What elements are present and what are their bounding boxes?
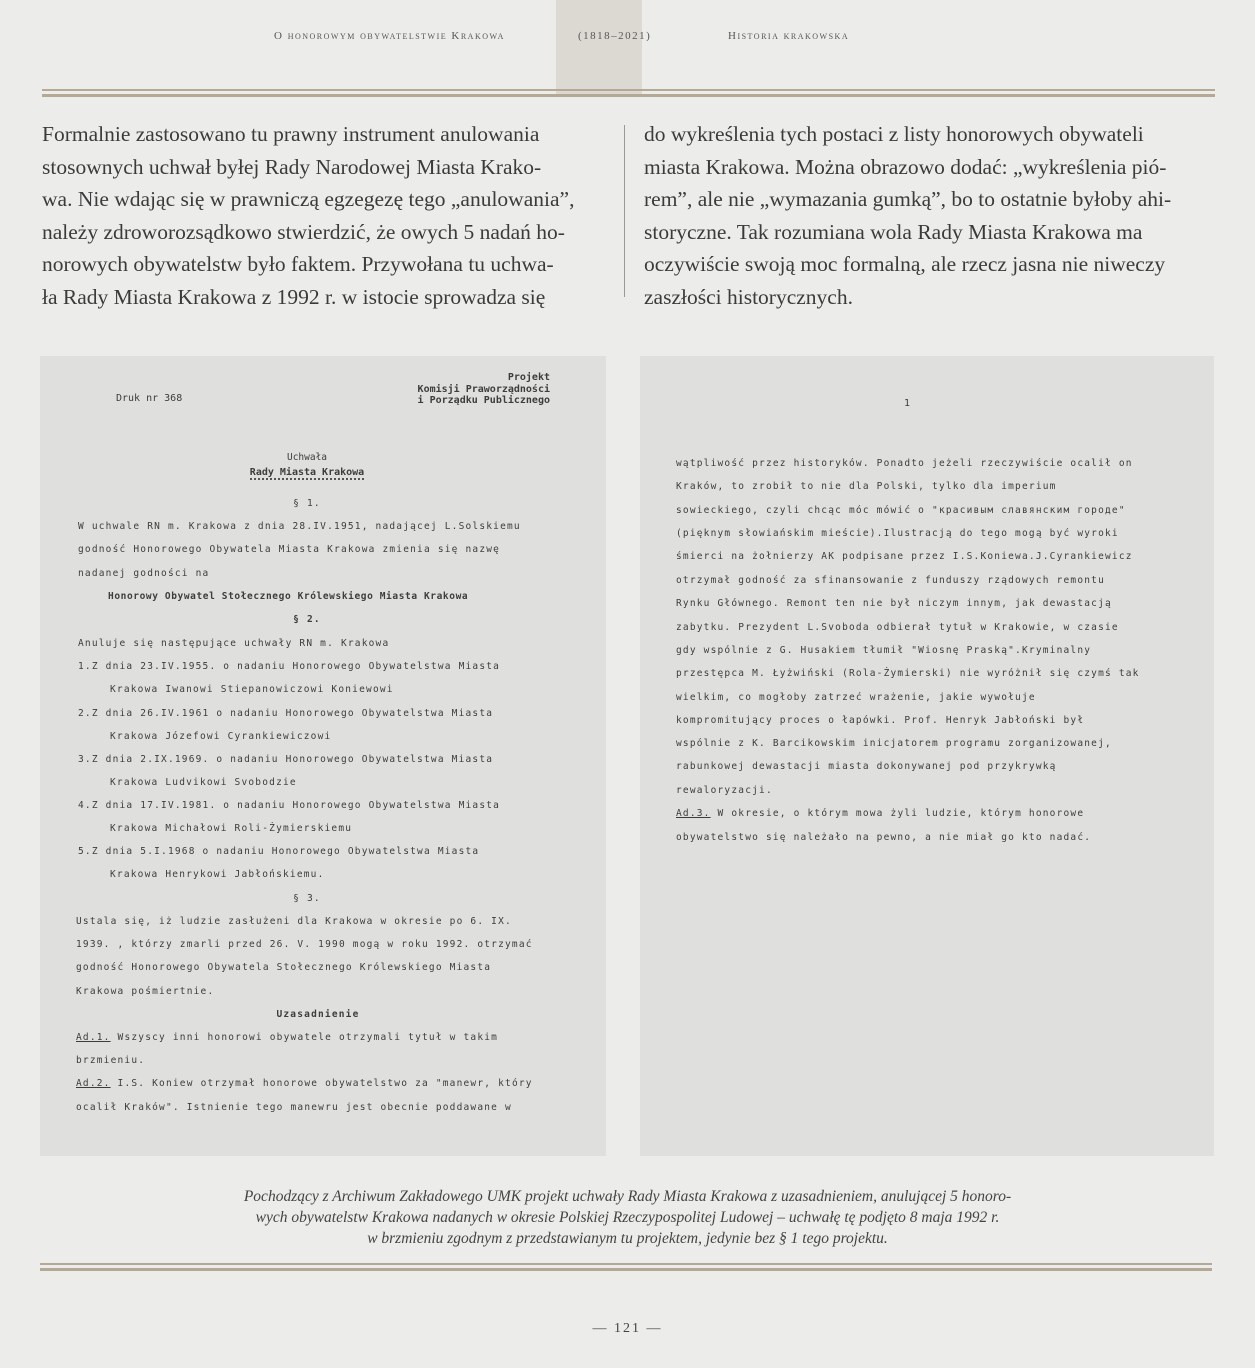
doc-line: przestępca M. Łyżwiński (Rola-Żymierski) nie wyróżnił się czymś tak — [676, 668, 1140, 679]
uzasadnienie-heading: Uzasadnienie — [276, 1009, 360, 1020]
projekt-line: Komisji Praworządności — [417, 383, 550, 395]
doc-line: ocalił Kraków". Istnienie tego manewru jest obecnie poddawane w — [76, 1102, 512, 1113]
title-line: Honorowy Obywatel Stołecznego Królewskiego Miasta Krakowa — [108, 591, 469, 602]
annulment-item-cont: Krakowa Henrykowi Jabłońskiemu. — [110, 869, 325, 880]
figure-caption — [0, 1186, 1255, 1249]
doc-line: Ustala się, iż ludzie zasłużeni dla Krakowa w okresie po 6. IX. — [76, 916, 512, 927]
annulment-item: 1.Z dnia 23.IV.1955. o nadaniu Honorowego Obywatelstwa Miasta — [78, 661, 501, 672]
body-line: zaszłości historycznych. — [644, 284, 853, 309]
body-line: oczywiście swoją moc formalną, ale rzecz jasna nie niweczy — [644, 252, 1166, 276]
ad3-text: W okresie, o którym mowa żyli ludzie, którym honorowe — [717, 808, 1085, 819]
body-line: miasta Krakowa. Można obrazowo dodać: „wykreślenia pió- — [644, 154, 1167, 179]
running-head-right: Historia krakowska — [728, 30, 850, 42]
druk-number: Druk nr 368 — [116, 393, 183, 404]
header-center-band — [556, 0, 642, 95]
doc-line: godność Honorowego Obywatela Miasta Krakowa zmienia się nazwę — [78, 544, 501, 555]
body-line: stosownych uchwał byłej Rady Narodowej Miasta Krako- — [42, 154, 542, 179]
annulment-item-cont: Krakowa Józefowi Cyrankiewiczowi — [110, 731, 332, 742]
body-line: do wykreślenia tych postaci z listy honorowych obywateli — [644, 122, 1144, 146]
body-line: należy zdroworozsądkowo stwierdzić, że owych 5 nadań ho- — [42, 219, 565, 244]
ad1-line — [76, 1032, 498, 1043]
header-rule-bottom — [42, 94, 1215, 97]
doc-page-number: 1 — [903, 398, 911, 409]
annulment-item: 4.Z dnia 17.IV.1981. o nadaniu Honorowego Obywatelstwa Miasta — [78, 800, 501, 811]
caption-line: wych obywatelstw Krakowa nadanych w okresie Polskiej Rzeczypospolitej Ludowej – uchwałę tę podjęto 8 maja 1992 r. — [255, 1209, 1000, 1226]
doc-line: gdy wspólnie z G. Husakiem tłumił "Wiosnę Praską".Kryminalny — [676, 645, 1092, 656]
ad1-text: Wszyscy inni honorowi obywatele otrzymali tytuł w takim — [117, 1032, 499, 1043]
annulment-item: 2.Z dnia 26.IV.1961 o nadaniu Honorowego Obywatelstwa Miasta — [78, 708, 494, 719]
projekt-line: Projekt — [507, 372, 550, 383]
ad2-label: Ad.2. — [76, 1078, 111, 1089]
body-column-right — [644, 118, 1171, 313]
doc-line: obywatelstwo się należało na pewno, a nie miał go kto nadać. — [676, 832, 1092, 843]
doc-line: rewaloryzacji. — [676, 785, 773, 796]
doc-line: kompromitujący proces o łapówki. Prof. Henryk Jabłoński był — [676, 715, 1085, 726]
doc-line: wspólnie z K. Barcikowskim inicjatorem programu zorganizowanej, — [676, 738, 1112, 749]
body-line: norowych obywatelstw było faktem. Przywołana tu uchwa- — [42, 252, 554, 276]
doc-line: zabytku. Prezydent L.Svoboda odbierał tytuł w Krakowie, w czasie — [676, 622, 1119, 633]
body-line: ła Rady Miasta Krakowa z 1992 r. w istocie sprowadza się — [42, 284, 546, 309]
doc-line: brzmieniu. — [76, 1055, 146, 1066]
ad1-label: Ad.1. — [76, 1032, 111, 1043]
header-rule-top — [42, 89, 1215, 91]
page-number: — 121 — — [592, 1321, 663, 1336]
doc-line: W uchwale RN m. Krakowa z dnia 28.IV.1951, nadającej L.Solskiemu — [78, 521, 521, 532]
ad2-line — [76, 1078, 533, 1089]
doc-line: Kraków, to zrobił to nie dla Polski, tylko dla imperium — [676, 481, 1057, 492]
scan-page-right — [640, 356, 1214, 1156]
doc-line: godność Honorowego Obywatela Stołecznego Królewskiego Miasta — [76, 962, 492, 973]
doc-line: wielkim, co mogłoby zatrzeć wrażenie, jakie wywołuje — [676, 692, 1036, 703]
rada-heading — [40, 467, 574, 478]
caption-line: w brzmieniu zgodnym z przedstawianym tu projektem, jedynie bez § 1 tego projektu. — [367, 1230, 888, 1247]
running-head-left: O honorowym obywatelstwie Krakowa — [274, 30, 505, 42]
doc-line: (pięknym słowiańskim mieście).Ilustracją do tego mogą być wyroki — [676, 528, 1119, 539]
doc-line: rabunkowej dewastacji miasta dokonywanej pod przykrywką — [676, 761, 1057, 772]
section-2-mark: § 2. — [293, 614, 321, 625]
body-line: rem”, ale nie „wymazania gumką”, bo to ostatnie byłoby ahi- — [644, 187, 1172, 211]
annulment-item: 5.Z dnia 5.I.1968 o nadaniu Honorowego Obywatelstwa Miasta — [78, 846, 480, 857]
doc-line: 1939. , którzy zmarli przed 26. V. 1990 mogą w roku 1992. otrzymać — [76, 939, 533, 950]
body-column-left — [42, 118, 574, 313]
ad3-label: Ad.3. — [676, 808, 711, 819]
section-1-mark: § 1. — [293, 498, 321, 509]
annulment-item-cont: Krakowa Iwanowi Stiepanowiczowi Koniewowi — [110, 684, 394, 695]
ad2-text: I.S. Koniew otrzymał honorowe obywatelstwo za "manewr, który — [117, 1078, 533, 1089]
doc-line: wątpliwość przez historyków. Ponadto jeżeli rzeczywiście ocalił on — [676, 458, 1133, 469]
projekt-line: i Porządku Publicznego — [417, 395, 550, 406]
body-line: Formalnie zastosowano tu prawny instrument anulowania — [42, 122, 540, 146]
rada-heading-text: Rady Miasta Krakowa — [249, 467, 365, 478]
uchwala-heading: Uchwała — [286, 452, 328, 463]
body-line: wa. Nie wdając się w prawniczą egzegezę tego „anulowania”, — [42, 187, 575, 211]
caption-line: Pochodzący z Archiwum Zakładowego UMK projekt uchwały Rady Miasta Krakowa z uzasadnieniem, anulującej 5 honoro- — [243, 1188, 1012, 1205]
annulment-item-cont: Krakowa Ludvikowi Svobodzie — [110, 777, 297, 788]
running-head-center: (1818–2021) — [578, 30, 652, 42]
annulment-item-cont: Krakowa Michałowi Roli-Żymierskiemu — [110, 823, 353, 834]
doc-line: śmierci na żołnierzy AK podpisane przez I.S.Koniewa.J.Cyrankiewicz — [676, 551, 1133, 562]
body-line: storyczne. Tak rozumiana wola Rady Miasta Krakowa ma — [644, 219, 1143, 244]
scan-page-left — [40, 356, 606, 1156]
doc-line: sowieckiego, czyli chcąc móc mówić o "красивым славянским городе" — [676, 505, 1126, 516]
section-3-mark: § 3. — [293, 893, 321, 904]
doc-line: nadanej godności na — [78, 568, 210, 579]
doc-line: Anuluje się następujące uchwały RN m. Krakowa — [78, 638, 390, 649]
doc-line: Krakowa pośmiertnie. — [76, 986, 215, 997]
footer-rule-bottom — [40, 1268, 1212, 1271]
doc-line: otrzymał godność za sfinansowanie z funduszy rządowych remontu — [676, 575, 1106, 586]
annulment-item: 3.Z dnia 2.IX.1969. o nadaniu Honorowego Obywatelstwa Miasta — [78, 754, 494, 765]
column-divider — [624, 125, 625, 297]
ad3-line — [676, 808, 1084, 819]
doc-line: Rynku Głównego. Remont ten nie był niczym innym, jak dewastacją — [676, 598, 1112, 609]
footer-rule-top — [40, 1263, 1212, 1265]
